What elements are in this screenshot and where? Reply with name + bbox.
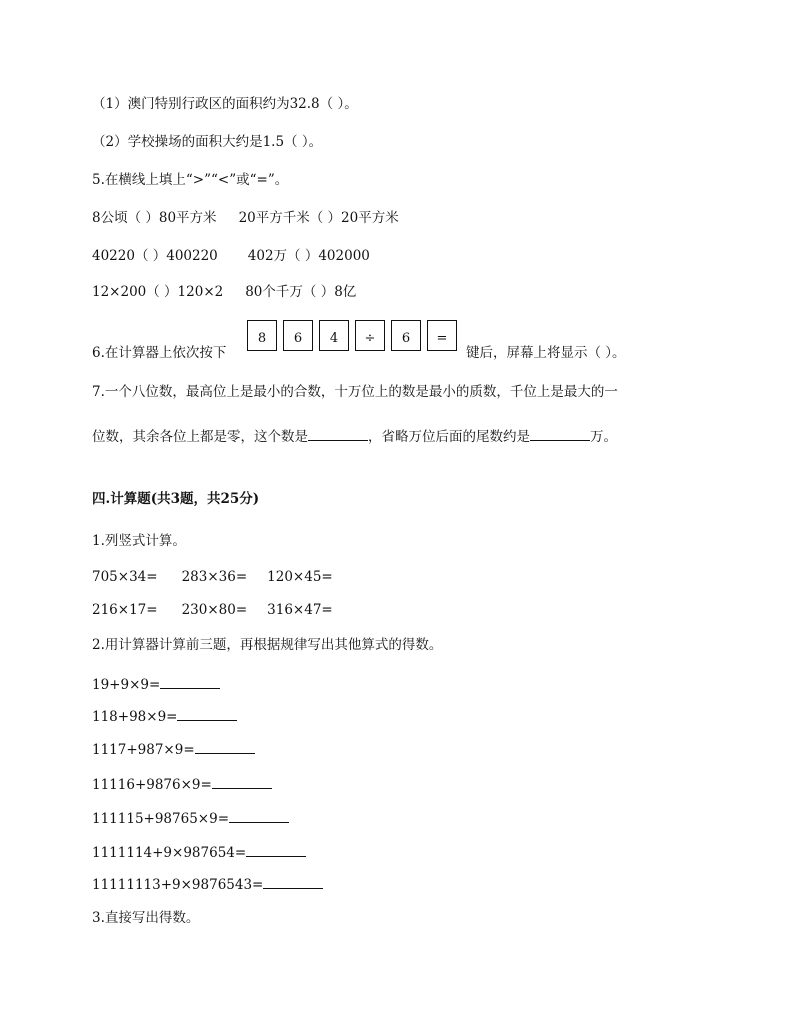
calculator-key: 4	[319, 320, 349, 351]
q5-row3-right: 80个千万（ ）8亿	[245, 284, 357, 300]
calc-q3-title: 3.直接写出得数。	[92, 910, 200, 926]
section-4-heading: 四.计算题(共3题，共25分)	[92, 491, 260, 507]
calc-q2-item: 1111114+9×987654=	[92, 842, 306, 862]
calculator-key-sequence	[247, 320, 463, 351]
calc-q1-row-1	[92, 568, 333, 586]
q5-row-1	[92, 209, 399, 227]
calc-item: 120×45=	[267, 569, 333, 585]
calc-q2-item: 19+9×9=	[92, 674, 220, 694]
q7-line2-part-a: 位数，其余各位上都是零，这个数是	[92, 429, 308, 445]
q6-prefix: 6.在计算器上依次按下	[92, 345, 227, 361]
calc-item: 316×47=	[267, 602, 333, 618]
calc-q2-item: 11111113+9×9876543=	[92, 874, 323, 894]
calc-q2-title: 2.用计算器计算前三题，再根据规律写出其他算式的得数。	[92, 637, 443, 653]
calc-q2-item: 1117+987×9=	[92, 739, 255, 759]
answer-blank	[160, 674, 220, 689]
calc-q2-item: 118+98×9=	[92, 706, 237, 726]
calculator-key: 6	[391, 320, 421, 351]
calc-item: 230×80=	[181, 602, 248, 618]
answer-blank	[246, 842, 306, 857]
calculator-key: =	[427, 320, 457, 351]
calculator-key: ÷	[355, 320, 385, 351]
calc-q2-item: 111115+98765×9=	[92, 808, 289, 828]
q7-line-1: 7.一个八位数，最高位上是最小的合数，十万位上的数是最小的质数，千位上是最大的一	[92, 384, 618, 400]
calculator-key: 6	[283, 320, 313, 351]
answer-blank	[177, 706, 237, 721]
answer-blank	[195, 739, 255, 754]
q5-row-3	[92, 283, 356, 301]
q5-row1-left: 8公顷（ ）80平方米	[92, 210, 217, 226]
calc-q1-title: 1.列竖式计算。	[92, 533, 186, 549]
answer-blank	[212, 774, 272, 789]
answer-blank	[263, 874, 323, 889]
q5-title: 5.在横线上填上“>”“<”或“=”。	[92, 172, 289, 188]
q5-row2-right: 402万（ ）402000	[247, 248, 370, 264]
q7-line2-part-c: 万。	[590, 429, 617, 445]
answer-blank	[530, 426, 590, 441]
calc-q1-row-2	[92, 601, 333, 619]
calculator-key: 8	[247, 320, 277, 351]
q7-line2-part-b: ，省略万位后面的尾数约是	[368, 429, 530, 445]
q4-sub-item-1: （1）澳门特别行政区的面积约为32.8（ ）。	[92, 96, 358, 112]
q5-row3-left: 12×200（ ）120×2	[92, 284, 224, 300]
q6-suffix: 键后，屏幕上将显示（ ）。	[466, 345, 626, 361]
q5-row2-left: 40220（ ）400220	[92, 248, 218, 264]
q4-sub-item-2: （2）学校操场的面积大约是1.5（ ）。	[92, 134, 323, 150]
calc-item: 216×17=	[92, 602, 158, 618]
calc-item: 705×34=	[92, 569, 158, 585]
q5-row-2	[92, 247, 370, 265]
calc-q2-item: 11116+9876×9=	[92, 774, 272, 794]
q7-line-2	[92, 426, 617, 446]
calc-item: 283×36=	[181, 569, 248, 585]
q5-row1-right: 20平方千米（ ）20平方米	[238, 210, 399, 226]
answer-blank	[229, 808, 289, 823]
answer-blank	[308, 426, 368, 441]
